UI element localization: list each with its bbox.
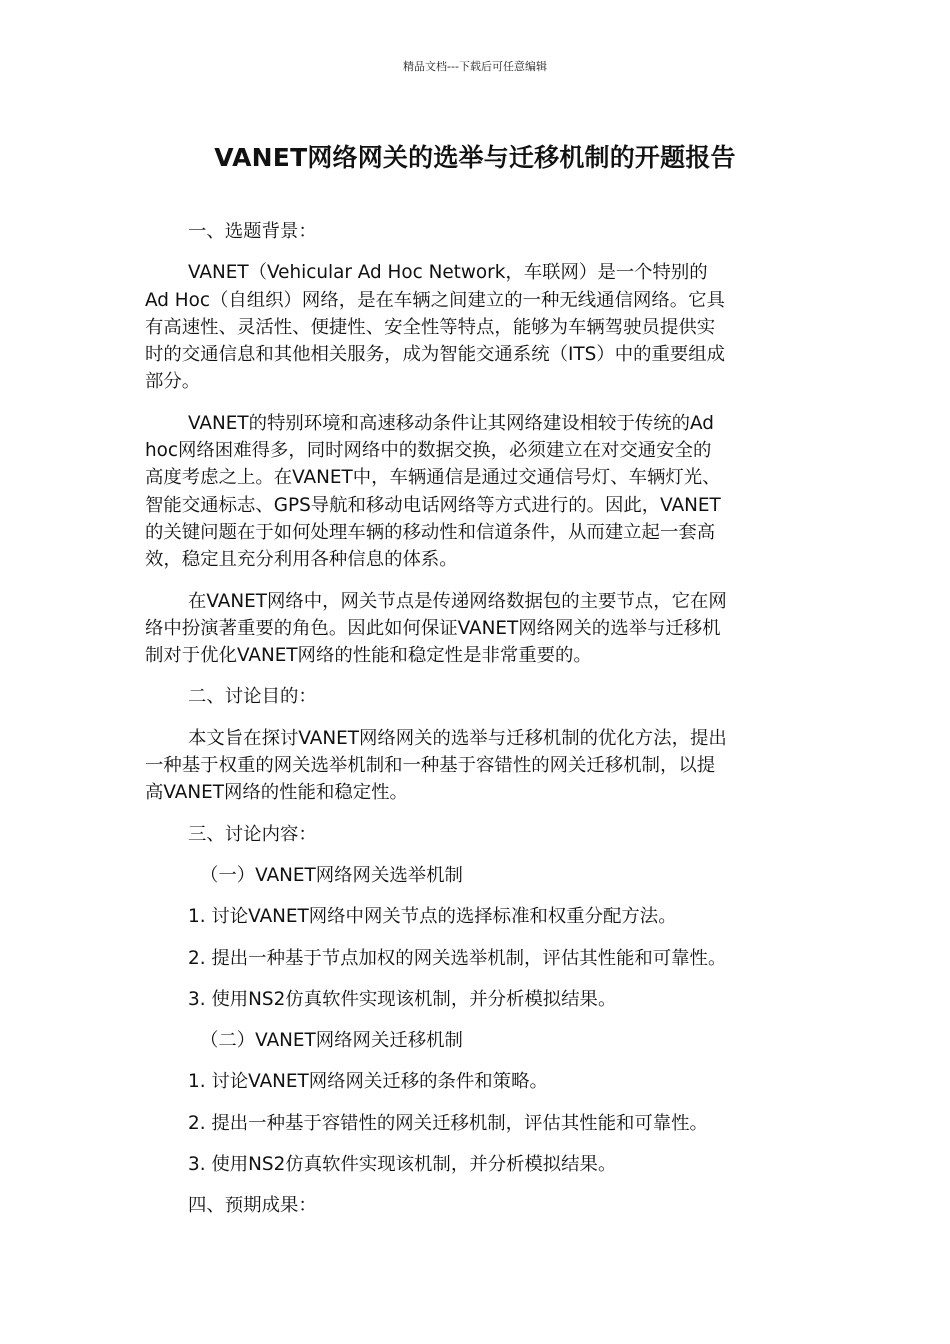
text-line: 部分。 [145,371,201,393]
text-line: 有高速性、灵活性、便捷性、安全性等特点，能够为车辆驾驶员提供实 [145,316,716,338]
paragraph-gateway-role [145,588,810,670]
text-line: VANET的特别环境和高速移动条件让其网络建设相较于传统的Ad [188,412,714,434]
section-heading-background: 一、选题背景： [188,221,317,242]
list-item: 3. 使用NS2仿真软件实现该机制，并分析模拟结果。 [188,988,617,1010]
list-item: 1. 讨论VANET网络网关迁移的条件和策略。 [188,1071,548,1093]
section-heading-expected-results: 四、预期成果： [188,1195,317,1217]
text-line: 在VANET网络中，网关节点是传递网络数据包的主要节点，它在网 [188,590,727,612]
document-body [145,218,810,1220]
text-line: VANET（Vehicular Ad Hoc Network，车联网）是一个特别的 [188,262,708,284]
text-line: 制对于优化VANET网络的性能和稳定性是非常重要的。 [145,645,592,667]
paragraph-background-intro [145,259,810,395]
paragraph-vanet-environment [145,410,810,574]
list-item: 2. 提出一种基于节点加权的网关选举机制，评估其性能和可靠性。 [188,947,727,969]
text-line: 效，稳定且充分利用各种信息的体系。 [145,549,458,571]
text-line: 高度考虑之上。在VANET中，车辆通信是通过交通信号灯、车辆灯光、 [145,467,721,489]
text-line: 高VANET网络的性能和稳定性。 [145,782,408,804]
text-line: Ad Hoc（自组织）网络，是在车辆之间建立的一种无线通信网络。它具 [145,289,725,311]
document-title: VANET网络网关的选举与迁移机制的开题报告 [214,143,736,172]
section-heading-purpose: 二、讨论目的： [188,686,317,708]
section-heading-content: 三、讨论内容： [188,823,317,845]
list-item: 1. 讨论VANET网络中网关节点的选择标准和权重分配方法。 [188,906,677,928]
text-line: hoc网络困难得多，同时网络中的数据交换，必须建立在对交通安全的 [145,440,712,462]
subsection-heading-migration: （二）VANET网络网关迁移机制 [200,1030,463,1052]
list-item: 2. 提出一种基于容错性的网关迁移机制，评估其性能和可靠性。 [188,1112,708,1134]
text-line: 本文旨在探讨VANET网络网关的选举与迁移机制的优化方法，提出 [188,727,727,749]
subsection-heading-election: （一）VANET网络网关选举机制 [200,864,463,886]
text-line: 的关键问题在于如何处理车辆的移动性和信道条件，从而建立起一套高 [145,521,716,543]
text-line: 时的交通信息和其他相关服务，成为智能交通系统（ITS）中的重要组成 [145,344,726,366]
paragraph-purpose [145,725,810,807]
text-line: 智能交通标志、GPS导航和移动电话网络等方式进行的。因此，VANET [145,494,721,516]
text-line: 一种基于权重的网关选举机制和一种基于容错性的网关迁移机制，以提 [145,755,716,777]
list-item: 3. 使用NS2仿真软件实现该机制，并分析模拟结果。 [188,1154,617,1176]
text-line: 络中扮演著重要的角色。因此如何保证VANET网络网关的选举与迁移机 [145,617,721,639]
header-note: 精品文档---下载后可任意编辑 [403,60,547,73]
